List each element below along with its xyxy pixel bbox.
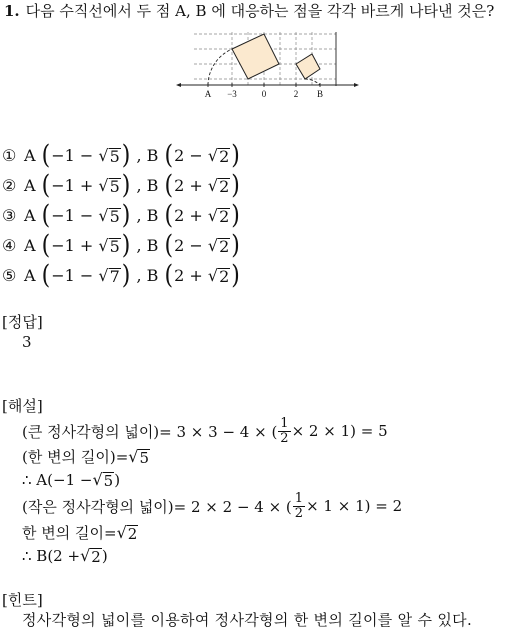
question-title [4,0,494,21]
explanation-line-1: (큰 정사각형의 넓이)= 3 × 3 − 4 × ( $\frac{1}{2}$ × 2 × 1) = 5 [22,415,388,446]
explanation-line-2: (한 변의 길이)= √ 5 [22,447,150,467]
label-a: A [204,89,212,99]
label-0: 0 [261,89,267,99]
number-line-figure [170,28,365,100]
label-minus3: −3 [227,89,237,99]
choice-mark: ④ [2,235,17,255]
choice-1[interactable]: ① A ( −1 − √ 5 ) , B ( 2 − √ 2 ) [2,140,240,170]
arc-a [208,49,232,85]
small-square [296,54,320,79]
choice-5[interactable]: ⑤ A ( −1 − √ 7 ) , B ( 2 + √ 2 ) [2,260,240,290]
question-number: 1. [4,2,20,20]
fraction: $\frac{1}{2}$ [280,415,289,446]
hint-label: [힌트] [2,591,43,609]
explanation-line-6: ∴ B(2 + √ 2 ) [22,546,108,566]
label-b: B [316,89,324,99]
choice-list [2,140,241,290]
choice-mark: ⑤ [2,265,17,285]
axis-right-arrow [354,83,359,87]
choice-mark: ② [2,175,17,195]
explanation-line-3: ∴ A(−1 − √ 5 ) [22,470,121,490]
label-2: 2 [293,89,299,99]
question-text: 다음 수직선에서 두 점 A, B 에 대응하는 점을 각각 바르게 나타낸 것은? [25,2,495,20]
explanation-line-4: (작은 정사각형의 넓이)= 2 × 2 − 4 × ( $\frac{1}{2}$ × 1 × 1) = 2 [22,490,403,521]
arc-b [305,79,320,85]
number-line-diagram [170,28,365,100]
explanation-label: [해설] [2,397,43,415]
choice-mark: ③ [2,205,17,225]
choice-mark: ① [2,145,17,165]
choice-3[interactable]: ③ A ( −1 − √ 5 ) , B ( 2 + √ 2 ) [2,200,240,230]
answer-label: [정답] [2,313,43,331]
choice-2[interactable]: ② A ( −1 + √ 5 ) , B ( 2 + √ 2 ) [2,170,240,200]
hint-text: 정사각형의 넓이를 이용하여 정사각형의 한 변의 길이를 알 수 있다. [22,611,473,629]
choice-4[interactable]: ④ A ( −1 + √ 5 ) , B ( 2 − √ 2 ) [2,230,240,260]
explanation-line-5: 한 변의 길이= √ 2 [22,523,138,543]
answer-value: 3 [22,333,32,351]
axis-left-arrow [176,83,181,87]
fraction: $\frac{1}{2}$ [294,490,304,521]
large-square [232,34,279,79]
